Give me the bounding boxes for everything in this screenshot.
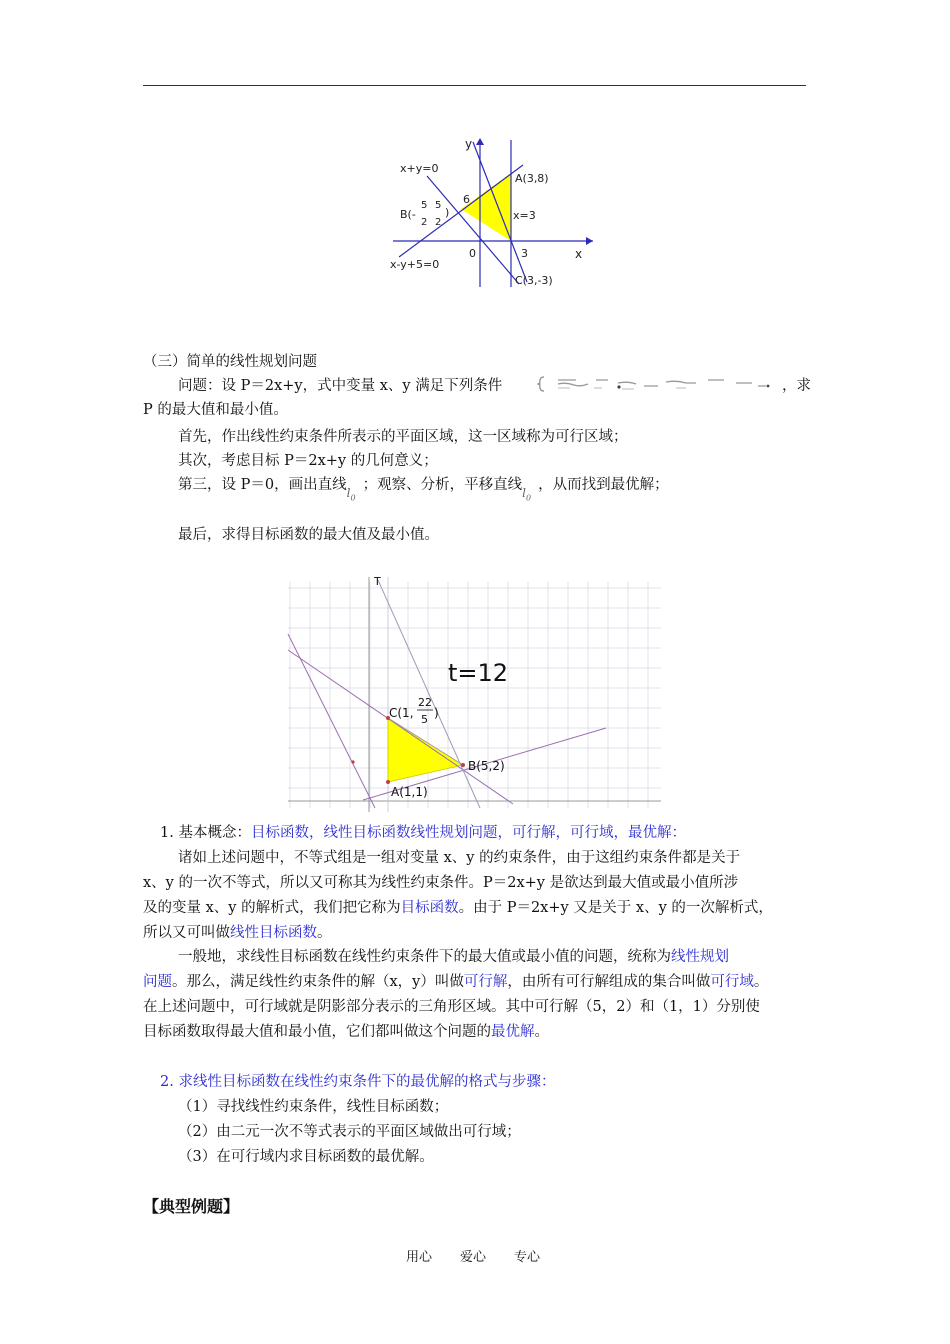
step3-b: ；观察、分析，平移直线 xyxy=(362,477,523,493)
para1-line4 xyxy=(143,922,332,944)
y-axis-arrow xyxy=(476,138,484,145)
label-C-num: 22 xyxy=(418,696,432,709)
step-item-1: （1）寻找线性约束条件，线性目标函数； xyxy=(178,1099,449,1115)
label-y: y xyxy=(465,137,473,151)
constraint-system-image xyxy=(536,374,781,394)
shaded-triangle xyxy=(388,718,463,782)
step3-a: 第三，设 P＝0，画出直线 xyxy=(178,477,347,493)
l0-symbol-2: $l_0$ xyxy=(522,486,532,503)
label-C-den: 5 xyxy=(421,713,428,726)
para2-line1-a: 一般地，求线性目标函数在线性约束条件下的最大值或最小值的问题，统称为 xyxy=(178,949,671,965)
label-x: x xyxy=(575,247,583,261)
step-last: 最后，求得目标函数的最大值及最小值。 xyxy=(178,527,439,543)
para1-line3-a: 及的变量 x、y 的解析式，我们把它称为 xyxy=(143,900,401,916)
steps-title: 2. 求线性目标函数在线性约束条件下的最优解的格式与步骤： xyxy=(160,1074,556,1090)
concepts-prefix: 1. 基本概念： xyxy=(160,825,251,841)
shaded-triangle xyxy=(461,173,511,241)
label-B-num1: 5 xyxy=(421,200,428,211)
label-B-num2: 5 xyxy=(435,200,442,211)
para2-line4-c: 。 xyxy=(534,1024,549,1040)
label-B-den2: 2 xyxy=(435,217,442,228)
label-line-diff: x-y+5=0 xyxy=(390,258,440,271)
label-line-sum: x+y=0 xyxy=(400,162,439,175)
label-B-prefix: B(- xyxy=(400,208,416,221)
para2-line4-a: 目标函数取得最大值和最小值，它们都叫做这个问题的 xyxy=(143,1024,491,1040)
term-linear-programming-b: 问题 xyxy=(143,974,172,990)
para2-line1 xyxy=(178,946,729,968)
label-C-close: ) xyxy=(434,706,439,720)
label-A: A(3,8) xyxy=(515,172,549,185)
concepts-title xyxy=(160,822,686,844)
para2-line2 xyxy=(143,971,768,993)
para1-line2: x、y 的一次不等式，所以又可称其为线性约束条件。P＝2x+y 是欲达到最大值或最小值所涉 xyxy=(143,875,739,891)
problem-pre: 问题：设 P＝2x+y，式中变量 x、y 满足下列条件 xyxy=(178,378,503,394)
point-A-dot xyxy=(386,780,390,784)
label-C: C(3,-3) xyxy=(515,274,553,287)
line-steep-left xyxy=(288,634,375,808)
point-B-dot xyxy=(461,763,465,767)
footer-item-2: 爱心 xyxy=(460,1250,487,1265)
para1-line1: 诸如上述问题中，不等式组是一组对变量 x、y 的约束条件，由于这组约束条件都是关于 xyxy=(178,850,741,866)
figure-feasible-region-1 xyxy=(385,132,600,297)
header-rule xyxy=(143,85,806,86)
para1-line3 xyxy=(143,897,773,919)
l0-symbol-1: $l_0$ xyxy=(346,486,356,503)
point-red-left xyxy=(351,760,354,763)
step-third xyxy=(178,474,669,509)
step-item-2: （2）由二元一次不等式表示的平面区域做出可行域； xyxy=(178,1124,521,1140)
problem-post: ，求 xyxy=(782,378,811,394)
para1-line4-a: 所以又可叫做 xyxy=(143,925,230,941)
section-heading: （三）简单的线性规划问题 xyxy=(143,354,317,370)
para2-line4 xyxy=(143,1021,549,1043)
label-B-close: ) xyxy=(445,206,450,219)
term-objective-function: 目标函数 xyxy=(400,900,459,916)
para2-line2-d: ，由所有可行解组成的集合叫做 xyxy=(507,974,711,990)
examples-heading: 【典型例题】 xyxy=(143,1197,240,1216)
problem-line1 xyxy=(178,375,502,397)
footer xyxy=(406,1249,568,1267)
term-feasible-region: 可行域 xyxy=(710,974,754,990)
step-item-3: （3）在可行域内求目标函数的最优解。 xyxy=(178,1149,434,1165)
footer-item-3: 专心 xyxy=(514,1250,541,1265)
footer-item-1: 用心 xyxy=(406,1250,433,1265)
term-feasible-solution: 可行解 xyxy=(463,974,508,990)
label-three: 3 xyxy=(521,247,528,260)
problem-line2: P 的最大值和最小值。 xyxy=(143,402,288,418)
para2-line2-f: 。 xyxy=(753,974,769,990)
label-B: B(5,2) xyxy=(468,759,505,773)
step-second: 其次，考虑目标 P＝2x+y 的几何意义； xyxy=(178,453,438,469)
grid xyxy=(288,582,661,808)
step3-c: ，从而找到最优解； xyxy=(538,477,669,493)
para1-line3-c: 。由于 P＝2x+y 又是关于 x、y 的一次解析式， xyxy=(458,900,773,916)
term-linear-objective-function: 线性目标函数 xyxy=(230,925,317,941)
label-six: 6 xyxy=(463,193,470,206)
label-C: C(1, xyxy=(389,706,414,720)
para2-line3: 在上述问题中，可行域就是阴影部分表示的三角形区域。其中可行解（5，2）和（1，1）分别使 xyxy=(143,999,760,1015)
label-x3: x=3 xyxy=(513,209,536,222)
figure-feasible-region-2 xyxy=(283,572,663,818)
label-t-value: t=12 xyxy=(448,659,509,687)
term-linear-programming-a: 线性规划 xyxy=(671,949,729,965)
label-T: T xyxy=(374,575,381,588)
label-B-den1: 2 xyxy=(421,217,428,228)
x-axis-arrow xyxy=(586,237,593,245)
label-A: A(1,1) xyxy=(391,785,428,799)
para1-line4-c: 。 xyxy=(317,925,332,941)
step-first: 首先，作出线性约束条件所表示的平面区域，这一区域称为可行区域； xyxy=(178,429,628,445)
term-optimal-solution: 最优解 xyxy=(491,1024,535,1040)
label-zero: 0 xyxy=(469,247,476,260)
concepts-terms: 目标函数，线性目标函数线性规划问题，可行解，可行域，最优解： xyxy=(250,825,686,841)
para2-line2-b: 。那么，满足线性约束条件的解（x，y）叫做 xyxy=(172,974,464,990)
